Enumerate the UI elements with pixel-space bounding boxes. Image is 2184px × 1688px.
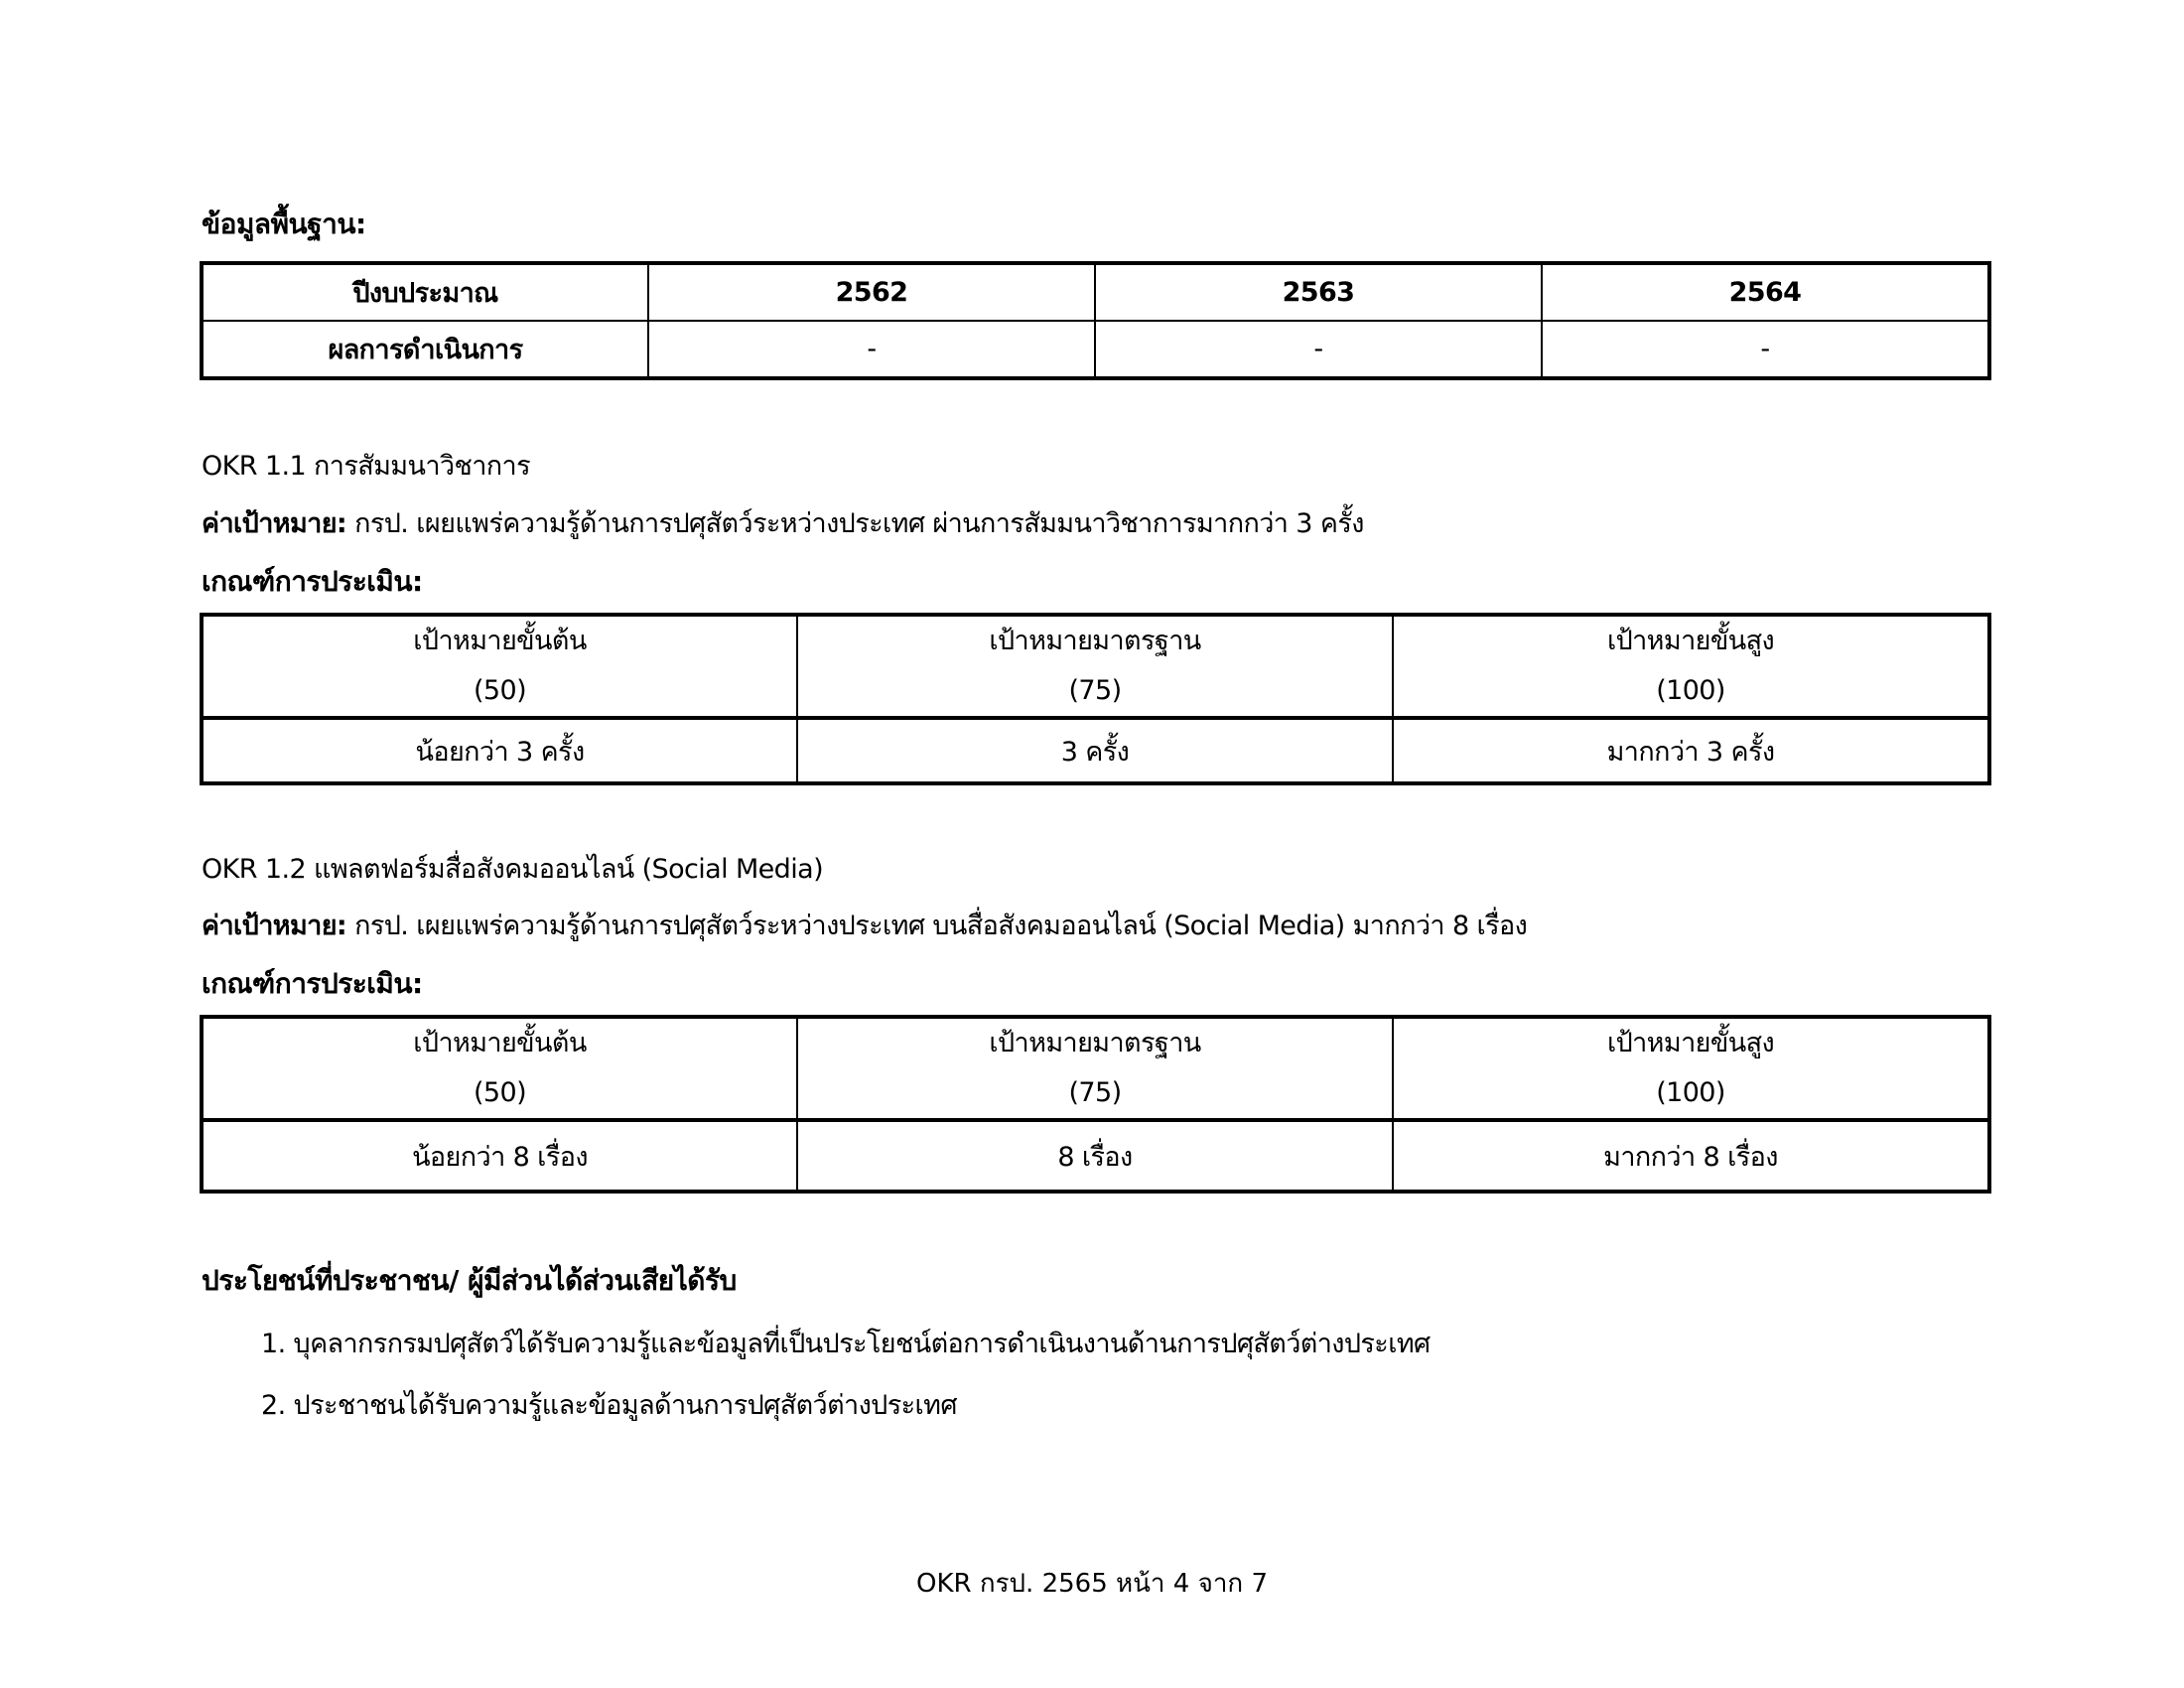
criteria-header-advanced [1393,615,1989,718]
criteria-header-row [202,615,1989,718]
baseline-heading: ข้อมูลพื้นฐาน: [202,208,366,240]
criteria-value: มากกว่า 8 เรื่อง [1393,1120,1989,1192]
result-value: - [1542,321,1989,378]
level-score: (50) [473,1077,527,1108]
criteria-value: 8 เรื่อง [797,1120,1393,1192]
level-name: เป้าหมายมาตรฐาน [989,1028,1201,1058]
criteria-header-standard [797,1017,1393,1120]
criteria-value: มากกว่า 3 ครั้ง [1393,718,1989,783]
level-score: (75) [1068,1077,1122,1108]
baseline-table [200,261,1991,380]
criteria-header-basic [202,615,797,718]
level-name: เป้าหมายขั้นต้น [413,626,587,656]
target-label: ค่าเป้าหมาย: [202,508,347,539]
criteria-value-row [202,1120,1989,1192]
criteria-header-standard [797,615,1393,718]
criteria-value: 3 ครั้ง [797,718,1393,783]
level-name: เป้าหมายขั้นต้น [413,1028,587,1058]
target-text: กรป. เผยแพร่ความรู้ด้านการปศุสัตว์ระหว่างประเทศ บนสื่อสังคมออนไลน์ (Social Media) มากกว่า 8 เรื่อง [346,911,1528,941]
level-name: เป้าหมายมาตรฐาน [989,626,1201,656]
year-cell: 2563 [1095,263,1542,321]
level-score: (50) [473,675,527,706]
year-cell: 2562 [648,263,1095,321]
baseline-result-row [202,321,1989,378]
okr-1-2-title: OKR 1.2 แพลตฟอร์มสื่อสังคมออนไลน์ (Social Media) [202,854,823,885]
baseline-header-row [202,263,1989,321]
criteria-header-basic [202,1017,797,1120]
criteria-header-advanced [1393,1017,1989,1120]
level-score: (100) [1656,675,1725,706]
fiscal-year-label: ปีงบประมาณ [202,263,648,321]
okr-1-2-criteria-label: เกณฑ์การประเมิน: [202,967,423,1000]
okr-1-2-target [202,909,1527,944]
page-footer: OKR กรป. 2565 หน้า 4 จาก 7 [916,1569,1268,1599]
target-label: ค่าเป้าหมาย: [202,911,347,941]
benefit-item-1: 1. บุคลากรกรมปศุสัตว์ได้รับความรู้และข้อมูลที่เป็นประโยชน์ต่อการดำเนินงานด้านการปศุสัตว์ต่างประเทศ [261,1329,1431,1359]
result-label: ผลการดำเนินการ [202,321,648,378]
criteria-value: น้อยกว่า 8 เรื่อง [202,1120,797,1192]
okr-1-1-criteria-label: เกณฑ์การประเมิน: [202,565,423,598]
criteria-value: น้อยกว่า 3 ครั้ง [202,718,797,783]
benefits-heading: ประโยชน์ที่ประชาชน/ ผู้มีส่วนได้ส่วนเสียได้รับ [202,1264,737,1297]
year-cell: 2564 [1542,263,1989,321]
result-value: - [1095,321,1542,378]
level-name: เป้าหมายขั้นสูง [1606,1028,1775,1058]
level-score: (100) [1656,1077,1725,1108]
okr-1-1-title: OKR 1.1 การสัมมนาวิชาการ [202,451,530,482]
level-score: (75) [1068,675,1122,706]
target-text: กรป. เผยแพร่ความรู้ด้านการปศุสัตว์ระหว่างประเทศ ผ่านการสัมมนาวิชาการมากกว่า 3 ครั้ง [346,508,1364,539]
level-name: เป้าหมายขั้นสูง [1606,626,1775,656]
result-value: - [648,321,1095,378]
okr-1-1-target [202,506,1364,542]
okr-1-1-criteria-table [200,613,1991,785]
okr-1-2-criteria-table [200,1015,1991,1194]
benefit-item-2: 2. ประชาชนได้รับความรู้และข้อมูลด้านการปศุสัตว์ต่างประเทศ [261,1390,957,1421]
criteria-value-row [202,718,1989,783]
criteria-header-row [202,1017,1989,1120]
